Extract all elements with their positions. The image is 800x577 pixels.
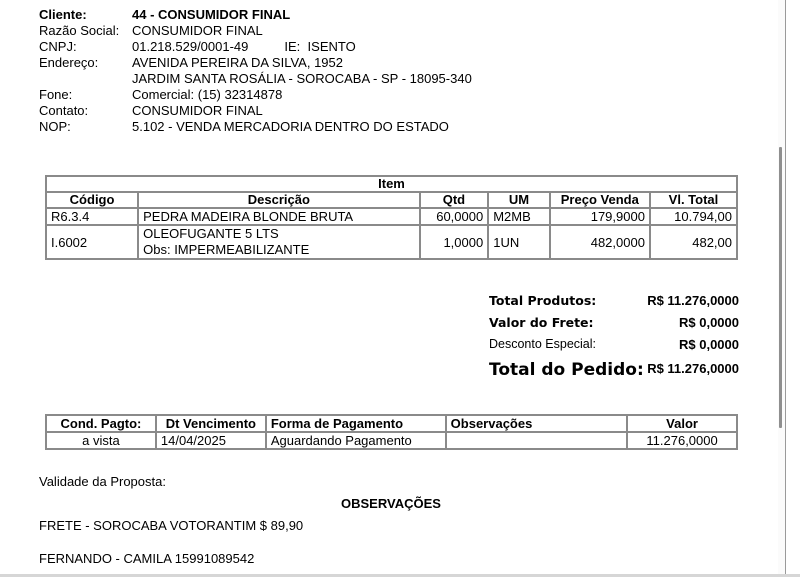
totals-block (489, 293, 739, 380)
col-dt-vencimento: Dt Vencimento (156, 415, 266, 432)
col-valor: Valor (627, 415, 737, 432)
total-produtos-value: R$ 11.276,0000 (647, 293, 739, 308)
contato-label: Contato: (39, 103, 89, 118)
nop-label: NOP: (39, 119, 71, 134)
col-um: UM (488, 192, 549, 208)
nop-value: 5.102 - VENDA MERCADORIA DENTRO DO ESTADO (132, 119, 449, 134)
client-info (39, 7, 472, 135)
col-qtd: Qtd (420, 192, 489, 208)
observacao-line-2: FERNANDO - CAMILA 15991089542 (39, 551, 255, 566)
razao-value: CONSUMIDOR FINAL (132, 23, 263, 38)
col-forma-pagamento: Forma de Pagamento (266, 415, 446, 432)
items-title: Item (46, 176, 737, 192)
endereco-row-2 (39, 71, 472, 87)
table-row (46, 208, 737, 225)
item-total: 10.794,00 (650, 208, 737, 225)
item-preco: 179,9000 (550, 208, 650, 225)
items-table (45, 175, 738, 260)
payment-header-row (46, 415, 737, 432)
total-pedido-label: Total do Pedido: (489, 360, 644, 380)
endereco-line2: JARDIM SANTA ROSÁLIA - SOROCABA - SP - 18095-340 (132, 71, 472, 86)
pay-vencimento: 14/04/2025 (156, 432, 266, 449)
item-preco: 482,0000 (550, 225, 650, 259)
item-total: 482,00 (650, 225, 737, 259)
col-cond-pagto: Cond. Pagto: (46, 415, 156, 432)
ie-label: IE: (284, 39, 301, 54)
desconto-row (489, 337, 739, 359)
ie-value: ISENTO (307, 39, 356, 54)
total-produtos-row (489, 293, 739, 315)
observacoes-title: OBSERVAÇÕES (341, 496, 441, 511)
desconto-value: R$ 0,0000 (679, 337, 739, 352)
table-row (46, 225, 737, 259)
total-pedido-value: R$ 11.276,0000 (647, 361, 739, 376)
endereco-line1: AVENIDA PEREIRA DA SILVA, 1952 (132, 55, 343, 70)
page-edge-divider (785, 0, 786, 577)
item-qtd: 60,0000 (420, 208, 489, 225)
pay-cond: a vista (46, 432, 156, 449)
endereco-row (39, 55, 472, 71)
item-obs: Obs: IMPERMEABILIZANTE (143, 242, 310, 257)
cnpj-label: CNPJ: (39, 39, 77, 54)
contato-row (39, 103, 472, 119)
col-observacoes: Observações (446, 415, 627, 432)
cnpj-row (39, 39, 472, 55)
desconto-label: Desconto Especial: (489, 337, 597, 351)
pay-forma: Aguardando Pagamento (266, 432, 446, 449)
table-row (46, 432, 737, 449)
total-pedido-row (489, 360, 739, 380)
col-descricao: Descrição (138, 192, 420, 208)
endereco-label: Endereço: (39, 55, 99, 70)
cliente-label: Cliente: (39, 7, 87, 22)
pay-obs (446, 432, 627, 449)
payment-table (45, 414, 738, 450)
contato-value: CONSUMIDOR FINAL (132, 103, 263, 118)
items-title-row (46, 176, 737, 192)
item-qtd: 1,0000 (420, 225, 489, 259)
pay-valor: 11.276,0000 (627, 432, 737, 449)
col-codigo: Código (46, 192, 138, 208)
item-descricao: PEDRA MADEIRA BLONDE BRUTA (138, 208, 420, 225)
col-total: Vl. Total (650, 192, 737, 208)
fone-value: Comercial: (15) 32314878 (132, 87, 283, 102)
item-um: 1UN (488, 225, 549, 259)
valor-frete-row (489, 315, 739, 337)
validade-label: Validade da Proposta: (39, 474, 166, 489)
item-descricao-cell (138, 225, 420, 259)
cnpj-value: 01.218.529/0001-49 (132, 39, 249, 54)
item-descricao: OLEOFUGANTE 5 LTS (143, 226, 279, 241)
fone-row (39, 87, 472, 103)
cliente-row (39, 7, 472, 23)
nop-row (39, 119, 472, 135)
razao-row (39, 23, 472, 39)
valor-frete-value: R$ 0,0000 (679, 315, 739, 330)
observacao-line-1: FRETE - SOROCABA VOTORANTIM $ 89,90 (39, 518, 304, 533)
items-header-row (46, 192, 737, 208)
item-codigo: I.6002 (46, 225, 138, 259)
fone-label: Fone: (39, 87, 73, 102)
item-um: M2MB (488, 208, 549, 225)
razao-label: Razão Social: (39, 23, 120, 38)
valor-frete-label: Valor do Frete: (489, 315, 594, 330)
col-preco: Preço Venda (550, 192, 650, 208)
scrollbar-thumb[interactable] (779, 147, 782, 428)
cliente-value: 44 - CONSUMIDOR FINAL (132, 7, 291, 22)
total-produtos-label: Total Produtos: (489, 293, 597, 308)
item-codigo: R6.3.4 (46, 208, 138, 225)
